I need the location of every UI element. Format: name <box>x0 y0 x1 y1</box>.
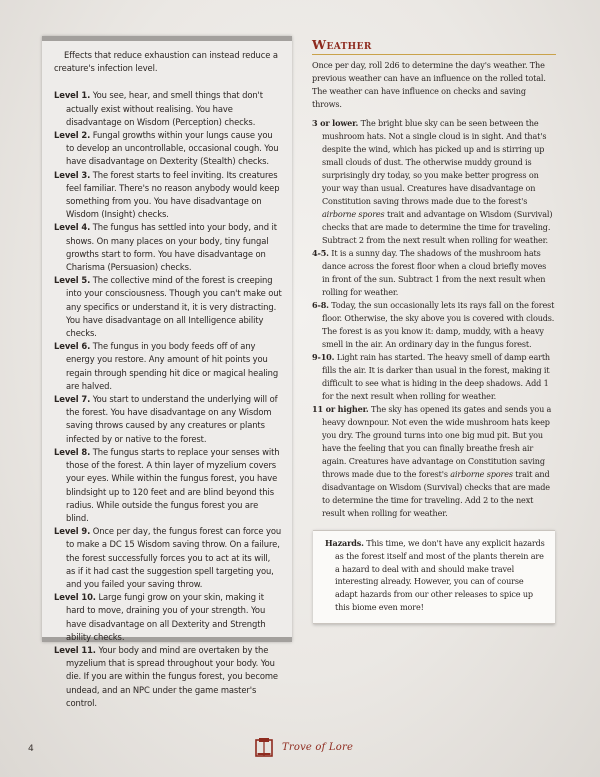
infection-levels-box <box>42 36 292 708</box>
weather-section <box>312 38 556 520</box>
infection-level <box>54 644 282 710</box>
infection-level <box>54 525 282 591</box>
hazards-paragraph <box>325 537 545 614</box>
weather-roll <box>312 403 556 520</box>
level-text: The forest starts to feel inviting. Its creatures feel familiar. There's no reason anybody would keep something from you. You have disadvantage on Wisdom (Insight) checks. <box>66 169 280 220</box>
level-label: Level 5. <box>54 275 91 286</box>
trait-name: airborne spores <box>322 209 385 219</box>
roll-text: The sky has opened its gates and sends you a heavy downpour. Not even the wide mushroom hats keep you dry. The ground turns into one big mud pit. But you have the feeling that you can finally breathe fresh air again. Creatures have advantage on Constitution saving throws made due to the forest's <box>322 404 552 479</box>
infection-level <box>54 221 282 274</box>
level-label: Level 11. <box>54 644 96 655</box>
roll-label: 11 or higher. <box>312 404 369 414</box>
infection-level-list <box>54 89 282 710</box>
roll-text: Light rain has started. The heavy smell of damp earth fills the air. It is darker than usual in the forest, making it difficult to see what is hiding in the deep shadows. Add 1 for the next result when rolling for weather. <box>322 352 551 401</box>
level-label: Level 1. <box>54 90 91 101</box>
infection-intro: Effects that reduce exhaustion can instead reduce a creature's infection level. <box>54 50 278 74</box>
level-text: Fungal growths within your lungs cause you to develop an uncontrollable, occasional cough. You have disadvantage on Dexterity (Stealth) checks. <box>66 130 279 167</box>
roll-text: It is a sunny day. The shadows of the mushroom hats dance across the forest floor when a cloud briefly moves in front of the sun. Subtract 1 from the next result when rolling for weather. <box>322 248 547 297</box>
level-text: The fungus starts to replace your senses with those of the forest. A thin layer of myzelium covers your eyes. While within the fungus forest, you have blindsight up to 120 feet and are blind beyond this radius. While outside the fungus forest you are blind. <box>66 446 280 523</box>
level-label: Level 10. <box>54 592 96 603</box>
hazards-text: This time, we don't have any explicit hazards as the forest itself and most of the plants therein are a hazard to deal with and should make travel interesting already. However, you can of course adapt hazards from our other releases to spice up this biome even more! <box>335 538 545 612</box>
roll-text: trait and disadvantage on Wisdom (Survival) checks that are made to determine the time for traveling. Add 2 to the next result when rolling for weather. <box>322 469 550 518</box>
level-label: Level 8. <box>54 446 91 457</box>
level-text: Once per day, the fungus forest can force you to make a DC 15 Wisdom saving throw. On a failure, the forest successfully forces you to act at its will, as if it had cast the suggestion spell targeting you, and you failed your saving throw. <box>66 526 282 589</box>
level-text: You start to understand the underlying will of the forest. You have disadvantage on any Wisdom saving throws caused by any creatures or plants infected by or native to the forest. <box>66 394 278 444</box>
level-text: The collective mind of the forest is creeping into your consciousness. Though you can't make out any specifics or understand it, it is very distracting. You have disadvantage on all Intelligence ability checks. <box>66 275 282 339</box>
page-number: 4 <box>28 744 34 754</box>
roll-text: Today, the sun occasionally lets its rays fall on the forest floor. Otherwise, the sky above you is covered with clouds. The forest is as you know it: damp, muddy, with a heavy smell in the air. An ordinary day in the fungus forest. <box>322 300 555 349</box>
section-title: Weather <box>312 38 556 55</box>
level-label: Level 2. <box>54 130 91 141</box>
weather-roll <box>312 247 556 299</box>
level-label: Level 3. <box>54 169 91 180</box>
infection-level <box>54 446 282 525</box>
roll-text: trait and advantage on Wisdom (Survival) checks that are made to determine the time for traveling. Subtract 2 from the next result when rolling for weather. <box>322 209 553 245</box>
trait-name: airborne spores <box>450 469 513 479</box>
infection-level <box>54 129 282 169</box>
hazards-box <box>313 530 555 624</box>
weather-intro: Once per day, roll 2d6 to determine the day's weather. The previous weather can have an influence on the rolled total. The weather can have influence on checks and saving throws. <box>312 60 546 109</box>
infection-level <box>54 591 282 644</box>
level-label: Level 4. <box>54 222 91 233</box>
infection-level <box>54 393 282 446</box>
roll-text: The bright blue sky can be seen between the mushroom hats. Not a single cloud is in sight. And that's despite the wind, which has picked up and is stirring up small clouds of dust. The otherwise muddy ground is surprisingly dry today, so you make better progress on your way than usual. Creatures have disadvantage on Constitution saving throws made due to the forest's <box>322 118 547 206</box>
level-label: Level 9. <box>54 526 91 537</box>
roll-label: 9-10. <box>312 352 335 362</box>
weather-roll <box>312 117 556 247</box>
roll-label: 3 or lower. <box>312 118 359 128</box>
roll-label: 6-8. <box>312 300 329 310</box>
level-text: You see, hear, and smell things that don't actually exist without realising. You have disadvantage on Wisdom (Perception) checks. <box>66 90 263 127</box>
infection-level <box>54 340 282 393</box>
level-label: Level 7. <box>54 394 91 405</box>
hazards-label: Hazards. <box>325 538 364 548</box>
infection-level <box>54 89 282 129</box>
level-text: The fungus has settled into your body, and it shows. On many places on your body, tiny fungal growths start to form. You have disadvantage on Charisma (Persuasion) checks. <box>66 222 277 273</box>
level-text: The fungus in you body feeds off of any energy you restore. Any amount of hit points you regain through spending hit dice or magical healing are halved. <box>66 341 279 391</box>
level-text: Your body and mind are overtaken by the myzelium that is spread throughout your body. You die. If you are within the fungus forest, you become undead, and an NPC under the game master's control. <box>66 644 278 708</box>
weather-roll <box>312 351 556 403</box>
level-label: Level 6. <box>54 341 91 352</box>
weather-roll <box>312 299 556 351</box>
book-icon <box>254 736 274 758</box>
infection-level <box>54 169 282 222</box>
level-text: Large fungi grow on your skin, making it hard to move, draining you of your strength. You have disadvantage on all Dexterity and Strength ability checks. <box>66 592 266 642</box>
roll-label: 4-5. <box>312 248 329 258</box>
footer-brand: Trove of Lore <box>282 742 354 753</box>
infection-level <box>54 274 282 340</box>
